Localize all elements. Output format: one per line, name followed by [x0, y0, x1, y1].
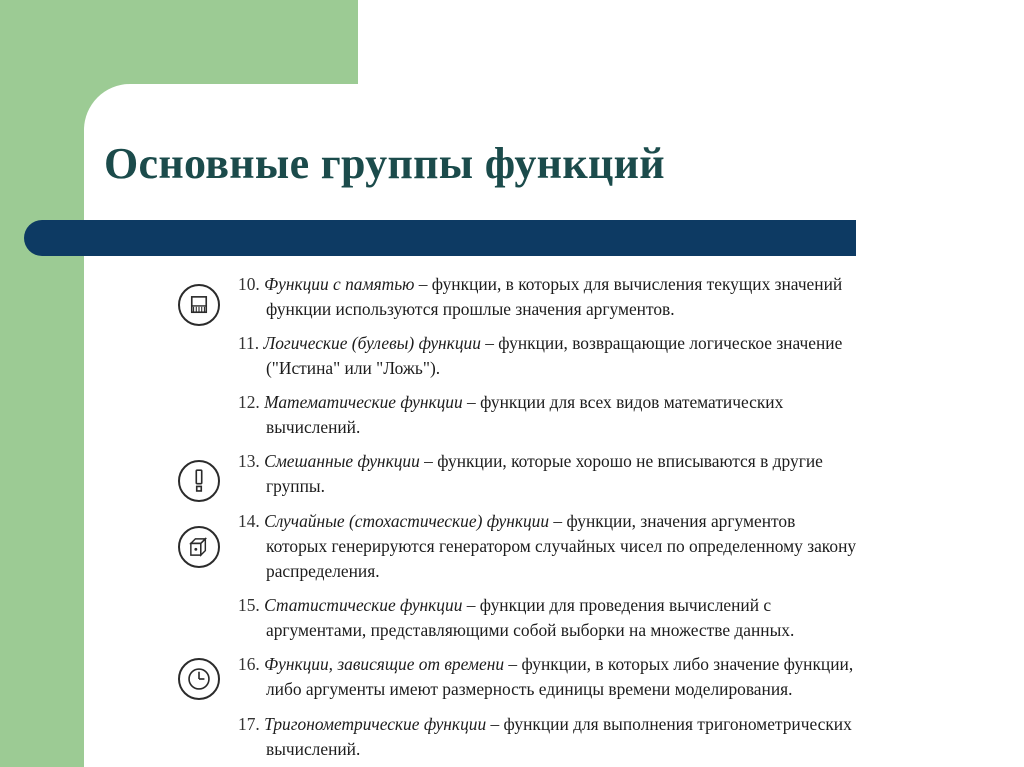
list-item: [238, 712, 914, 762]
item-dash: –: [549, 511, 567, 531]
item-term: Функции с памятью: [264, 274, 415, 294]
item-term: Логические (булевы) функции: [263, 333, 481, 353]
item-term: Статистические функции: [264, 595, 463, 615]
item-number: 10.: [238, 274, 260, 294]
item-text-cont: группы.: [266, 476, 325, 496]
item-text: функции, в которых для вычисления текущих значений: [431, 274, 843, 294]
item-term: Математические функции: [264, 392, 463, 412]
item-term: Тригонометрические функции: [264, 714, 487, 734]
item-number: 17.: [238, 714, 260, 734]
item-number: 12.: [238, 392, 260, 412]
item-text-cont: ("Истина" или "Ложь").: [266, 358, 441, 378]
item-dash: –: [480, 333, 499, 353]
item-text: функции, которые хорошо не вписываются в другие: [437, 451, 823, 471]
item-text-cont: функции используются прошлые значения аргументов.: [266, 299, 675, 319]
list-item: [238, 593, 914, 643]
item-text-cont: либо аргументы имеют размерность единицы времени моделирования.: [266, 679, 793, 699]
white-top-area: [358, 0, 1024, 90]
item-text: функции, значения аргументов: [566, 511, 796, 531]
item-dash: –: [462, 392, 481, 412]
item-text-cont: аргументами, представляющими собой выборки на множестве данных.: [266, 620, 795, 640]
item-text: функции для выполнения тригонометрических: [503, 714, 852, 734]
item-number: 16.: [238, 654, 260, 674]
item-text: функции для проведения вычислений с: [479, 595, 772, 615]
item-text-cont: распределения.: [266, 561, 380, 581]
clock-icon: [178, 658, 220, 700]
item-text: функции, в которых либо значение функции,: [521, 654, 854, 674]
item-dash: –: [414, 274, 432, 294]
item-text: функции, возвращающие логическое значение: [498, 333, 843, 353]
list-item: [238, 509, 914, 584]
item-dash: –: [504, 654, 522, 674]
slide-title: Основные группы функций: [104, 139, 665, 188]
dice-icon: [178, 526, 220, 568]
title-underline-bar: [24, 220, 856, 256]
item-dash: –: [462, 595, 480, 615]
list-item: [238, 390, 914, 440]
memory-chip-icon: [178, 284, 220, 326]
exclamation-icon: [178, 460, 220, 502]
list-item: [238, 449, 914, 499]
list-item: [238, 272, 914, 322]
item-term: Смешанные функции: [264, 451, 420, 471]
item-term: Функции, зависящие от времени: [264, 654, 505, 674]
item-text-cont: вычислений.: [266, 739, 361, 759]
item-text: функции для всех видов математических: [480, 392, 784, 412]
list-item: [238, 331, 914, 381]
item-dash: –: [419, 451, 438, 471]
item-number: 11.: [238, 333, 260, 353]
list-item: [238, 652, 914, 702]
item-term: Случайные (стохастические) функции: [264, 511, 550, 531]
item-text-cont: которых генерируются генератором случайных чисел по определенному закону: [266, 536, 857, 556]
item-text-cont: вычислений.: [266, 417, 361, 437]
item-number: 15.: [238, 595, 260, 615]
item-dash: –: [486, 714, 504, 734]
item-number: 13.: [238, 451, 260, 471]
item-number: 14.: [238, 511, 260, 531]
